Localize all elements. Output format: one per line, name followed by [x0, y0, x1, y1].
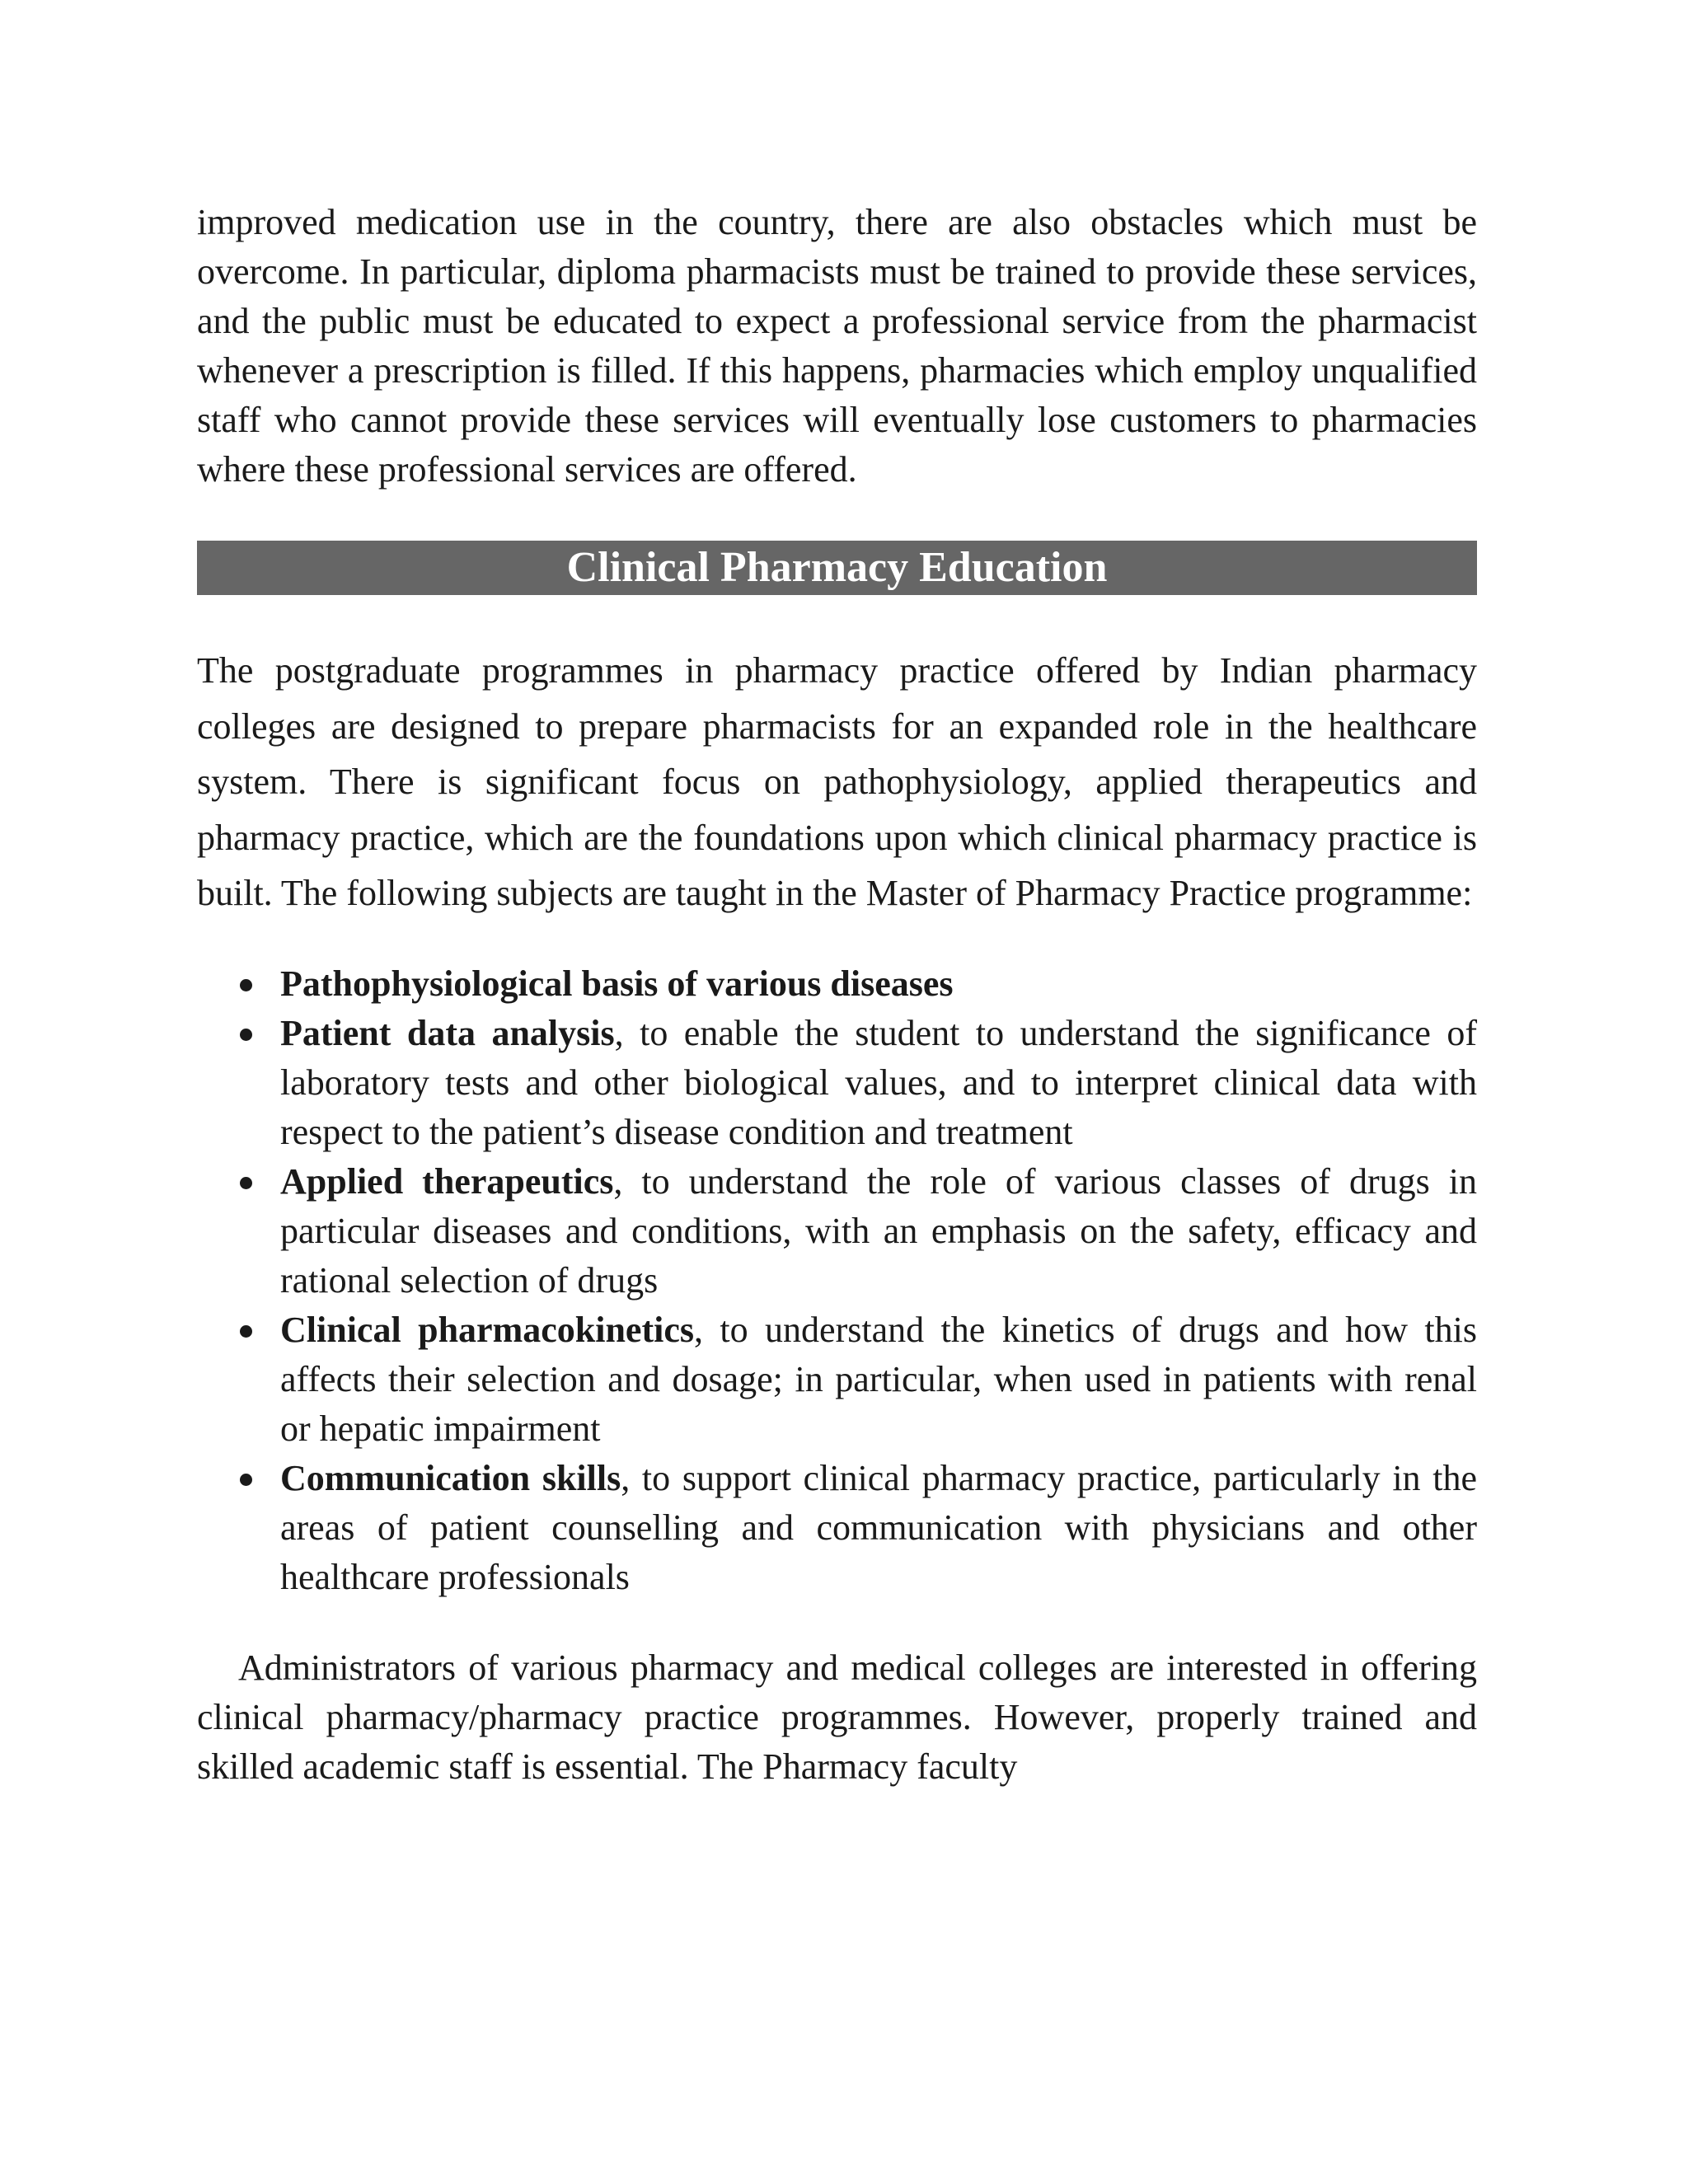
list-item: [197, 1009, 1477, 1157]
document-page: [197, 198, 1477, 1792]
bullet-icon: [240, 1325, 252, 1338]
list-item: [197, 1157, 1477, 1305]
subject-term: Patient data analysis: [280, 1012, 615, 1053]
list-item: [197, 959, 1477, 1009]
subject-term: Communication skills: [280, 1457, 621, 1498]
list-item: [197, 1454, 1477, 1602]
section-paragraph: The postgraduate programmes in pharmacy practice offered by Indian pharmacy colleges are designed to prepare pharmacists for an expanded role in the healthcare system. There is significant focus on pathophysiology, applied therapeutics and pharmacy practice, which are the foundations upon which clinical pharmacy practice is built. The following subjects are taught in the Master of Pharmacy Practice programme:: [197, 650, 1477, 913]
subject-description: , to understand the kinetics of drugs and how this affects their selection and dosage; in particular, when used in patients with renal or hepatic impairment: [280, 1309, 1477, 1449]
list-item: [197, 1305, 1477, 1454]
section-heading: Clinical Pharmacy Education: [197, 541, 1477, 595]
subjects-list: [197, 959, 1477, 1602]
closing-paragraph: Administrators of various pharmacy and medical colleges are interested in offering clinical pharmacy/pharmacy practice programmes. However, properly trained and skilled academic staff is essential. The Pharmacy faculty: [197, 1647, 1477, 1787]
subject-description: , to understand the role of various classes of drugs in particular diseases and conditions, with an emphasis on the safety, efficacy and rational selection of drugs: [280, 1160, 1477, 1301]
subject-description: , to support clinical pharmacy practice, particularly in the areas of patient counselling and communication with physicians and other healthcare professionals: [280, 1457, 1477, 1597]
bullet-icon: [240, 979, 252, 991]
bullet-icon: [240, 1474, 252, 1486]
subject-description: , to enable the student to understand the significance of laboratory tests and other biological values, and to interpret clinical data with respect to the patient’s disease condition and treatment: [280, 1012, 1477, 1152]
subject-term: Clinical pharmacokinetics: [280, 1309, 694, 1350]
subject-term: Applied therapeutics: [280, 1160, 614, 1202]
bullet-icon: [240, 1029, 252, 1041]
bullet-icon: [240, 1177, 252, 1189]
intro-paragraph: improved medication use in the country, there are also obstacles which must be overcome. In particular, diploma pharmacists must be trained to provide these services, and the public must be educated to expect a professional service from the pharmacist whenever a prescription is filled. If this happens, pharmacies which employ unqualified staff who cannot provide these services will eventually lose customers to pharmacies where these professional services are offered.: [197, 202, 1477, 490]
subject-term: Pathophysiological basis of various diseases: [280, 963, 954, 1004]
